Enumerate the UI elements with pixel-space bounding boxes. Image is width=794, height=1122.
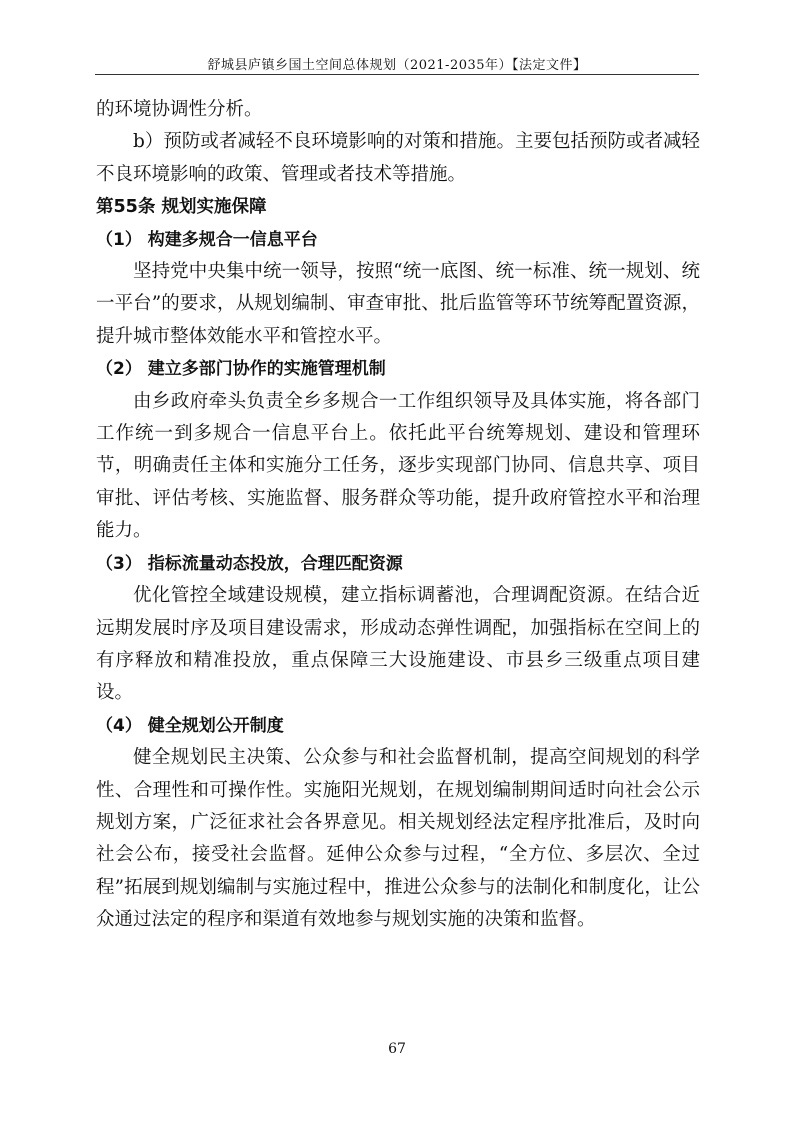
- paragraph-continuation: 的环境协调性分析。: [96, 99, 263, 120]
- section-2-title: （2） 建立多部门协作的实施管理机制: [96, 359, 386, 380]
- section-2-text: 由乡政府牵头负责全乡多规合一工作组织领导及具体实施，将各部门工作统一到多规合一信息平台上。依托此平台统筹规划、建设和管理环节，明确责任主体和实施分工任务，逐步实现部门协同、信息共享、项目审批、评估考核、实施监督、服务群众等功能，提升政府管控水平和治理能力。: [96, 390, 700, 542]
- paragraph-b: b）预防或者减轻不良环境影响的对策和措施。主要包括预防或者减轻不良环境影响的政策、管理或者技术等措施。: [96, 131, 700, 185]
- section-3-text: 优化管控全域建设规模，建立指标调蓄池，合理调配资源。在结合近远期发展时序及项目建设需求，形成动态弹性调配，加强指标在空间上的有序释放和精准投放，重点保障三大设施建设、市县乡三级重点项目建设。: [96, 585, 700, 704]
- page-number: 67: [388, 1041, 406, 1057]
- section-1-title: （1） 构建多规合一信息平台: [96, 229, 318, 250]
- running-header: 舒城县庐镇乡国土空间总体规划（2021-2035年）【法定文件】: [207, 58, 587, 73]
- page-body: [96, 94, 700, 937]
- section-3-title: （3） 指标流量动态投放，合理匹配资源: [96, 553, 403, 574]
- header-divider: [95, 74, 699, 75]
- article-title: 第55条 规划实施保障: [96, 197, 267, 218]
- section-4-title: （4） 健全规划公开制度: [96, 715, 284, 736]
- section-1-text: 坚持党中央集中统一领导，按照“统一底图、统一标准、统一规划、统一平台”的要求，从规划编制、审查审批、批后监管等环节统筹配置资源，提升城市整体效能水平和管控水平。: [96, 261, 700, 347]
- section-4-text: 健全规划民主决策、公众参与和社会监督机制，提高空间规划的科学性、合理性和可操作性。实施阳光规划，在规划编制期间适时向社会公示规划方案，广泛征求社会各界意见。相关规划经法定程序批准后，及时向社会公布，接受社会监督。延伸公众参与过程，“全方位、多层次、全过程”拓展到规划编制与实施过程中，推进公众参与的法制化和制度化，让公众通过法定的程序和渠道有效地参与规划实施的决策和监督。: [96, 747, 700, 931]
